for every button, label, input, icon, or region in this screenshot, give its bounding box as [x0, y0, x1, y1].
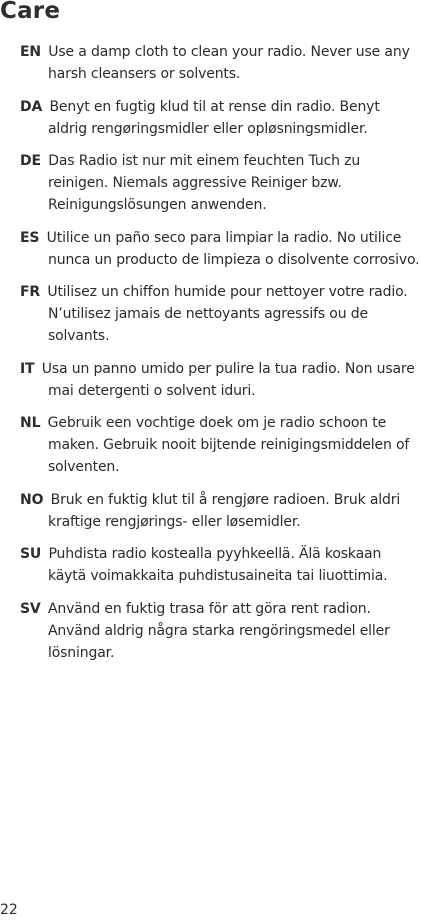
- care-text: Bruk en fuktig klut til å rengjøre radioen. Bruk aldri kraftige rengjørings- eller løsemidler.: [48, 491, 401, 530]
- care-text: Das Radio ist nur mit einem feuchten Tuch zu reinigen. Niemals aggressive Reiniger bzw. Reinigungslösungen anwenden.: [48, 153, 361, 213]
- care-text: Utilice un paño seco para limpiar la radio. No utilice nunca un producto de limpieza o disolvente corrosivo.: [46, 229, 420, 268]
- care-item-es: [20, 227, 420, 271]
- care-instructions-list: [20, 41, 420, 674]
- care-item-de: [20, 150, 420, 216]
- care-item-en: [20, 41, 420, 85]
- page-title: Care: [0, 0, 61, 24]
- care-item-da: [20, 96, 420, 140]
- language-code: IT: [20, 360, 35, 377]
- care-text: Use a damp cloth to clean your radio. Never use any harsh cleansers or solvents.: [48, 44, 410, 82]
- language-code: NL: [20, 415, 41, 431]
- care-item-fr: [20, 281, 420, 347]
- language-code: FR: [20, 284, 41, 300]
- care-item-no: [20, 489, 420, 533]
- language-code: DA: [20, 98, 43, 115]
- care-text: Utilisez un chiffon humide pour nettoyer votre radio. N’utilisez jamais de nettoyants agressifs ou de solvants.: [47, 284, 408, 344]
- language-code: SU: [20, 546, 42, 562]
- page-number: 22: [0, 902, 18, 918]
- language-code: NO: [20, 491, 44, 508]
- care-item-it: [20, 358, 420, 402]
- language-code: EN: [20, 44, 41, 60]
- care-item-nl: [20, 412, 420, 478]
- care-item-sv: [20, 598, 420, 664]
- care-item-su: [20, 543, 420, 587]
- care-text: Usa un panno umido per pulire la tua radio. Non usare mai detergenti o solvent iduri.: [41, 360, 415, 399]
- care-text: Benyt en fugtig klud til at rense din radio. Benyt aldrig rengøringsmidler eller opløsningsmidler.: [48, 98, 380, 137]
- language-code: SV: [20, 600, 41, 617]
- care-text: Puhdista radio kostealla pyyhkeellä. Älä koskaan käytä voimakkaita puhdistusaineita tai liuottimia.: [48, 546, 388, 584]
- language-code: DE: [20, 153, 41, 169]
- care-text: Gebruik een vochtige doek om je radio schoon te maken. Gebruik nooit bijtende reinigingsmiddelen of solventen.: [47, 415, 410, 475]
- language-code: ES: [20, 229, 40, 246]
- care-text: Använd en fuktig trasa för att göra rent radion. Använd aldrig några starka rengöringsmedel eller lösningar.: [47, 600, 390, 661]
